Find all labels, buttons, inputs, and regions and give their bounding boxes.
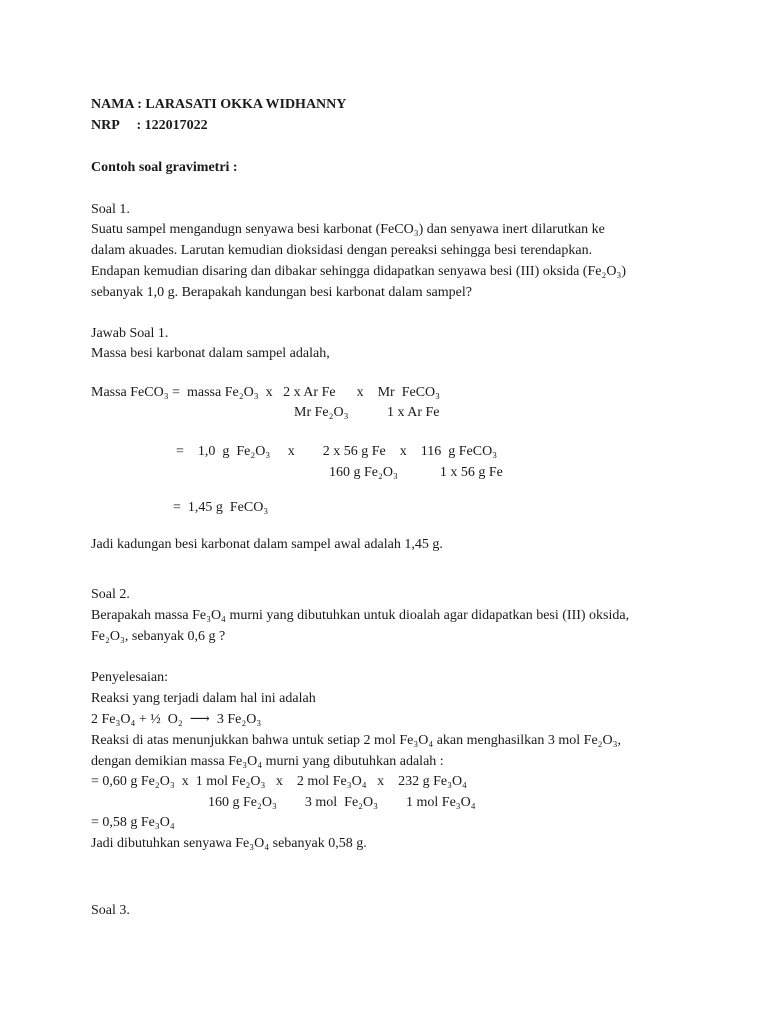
stoichiometry-numerator: = 0,60 g Fe₂O₃ x 1 mol Fe₂O₃ x 2 mol Fe₃O₄ x 232 g Fe₃O₄ <box>91 774 467 789</box>
penyelesaian-line-1: Reaksi yang terjadi dalam hal ini adalah <box>91 691 316 706</box>
student-name: NAMA : LARASATI OKKA WIDHANNY <box>91 97 347 112</box>
formula-denominator: Mr Fe₂O₃ 1 x Ar Fe <box>294 405 440 420</box>
soal1-line-1: Suatu sampel mengandugn senyawa besi karbonat (FeCO₃) dan senyawa inert dilarutkan ke <box>91 222 605 237</box>
stoichiometry-result: = 0,58 g Fe₃O₄ <box>91 815 175 830</box>
soal3-title: Soal 3. <box>91 903 130 918</box>
soal1-title: Soal 1. <box>91 202 130 217</box>
penyelesaian-conclusion: Jadi dibutuhkan senyawa Fe₃O₄ sebanyak 0,58 g. <box>91 836 367 851</box>
reaction-equation: 2 Fe₃O₄ + ½ O₂ ⟶ 3 Fe₂O₃ <box>91 712 262 727</box>
soal1-line-4: sebanyak 1,0 g. Berapakah kandungan besi karbonat dalam sampel? <box>91 285 472 300</box>
calculation-result: = 1,45 g FeCO₃ <box>173 500 269 515</box>
penyelesaian-line-3: Reaksi di atas menunjukkan bahwa untuk setiap 2 mol Fe₃O₄ akan menghasilkan 3 mol Fe₂O₃, <box>91 733 622 748</box>
soal1-line-2: dalam akuades. Larutan kemudian dioksidasi dengan pereaksi sehingga besi terendapkan. <box>91 243 593 258</box>
soal2-line-2: Fe₂O₃, sebanyak 0,6 g ? <box>91 629 226 644</box>
calculation-numerator: = 1,0 g Fe₂O₃ x 2 x 56 g Fe x 116 g FeCO₃ <box>176 444 498 459</box>
soal1-line-3: Endapan kemudian disaring dan dibakar sehingga didapatkan senyawa besi (III) oksida (Fe₂O₃) <box>91 264 626 279</box>
document-heading: Contoh soal gravimetri : <box>91 160 238 175</box>
jawab1-title: Jawab Soal 1. <box>91 326 169 341</box>
soal2-line-1: Berapakah massa Fe₃O₄ murni yang dibutuhkan untuk dioalah agar didapatkan besi (III) oksida, <box>91 608 630 623</box>
penyelesaian-title: Penyelesaian: <box>91 670 168 685</box>
jawab1-intro: Massa besi karbonat dalam sampel adalah, <box>91 346 330 361</box>
jawab1-conclusion: Jadi kadungan besi karbonat dalam sampel awal adalah 1,45 g. <box>91 537 443 552</box>
stoichiometry-denominator: 160 g Fe₂O₃ 3 mol Fe₂O₃ 1 mol Fe₃O₄ <box>208 795 476 810</box>
calculation-denominator: 160 g Fe₂O₃ 1 x 56 g Fe <box>329 465 503 480</box>
student-nrp: NRP : 122017022 <box>91 118 208 133</box>
formula-numerator: Massa FeCO₃ = massa Fe₂O₃ x 2 x Ar Fe x Mr FeCO₃ <box>91 385 441 400</box>
soal2-title: Soal 2. <box>91 587 130 602</box>
penyelesaian-line-4: dengan demikian massa Fe₃O₄ murni yang dibutuhkan adalah : <box>91 754 444 769</box>
